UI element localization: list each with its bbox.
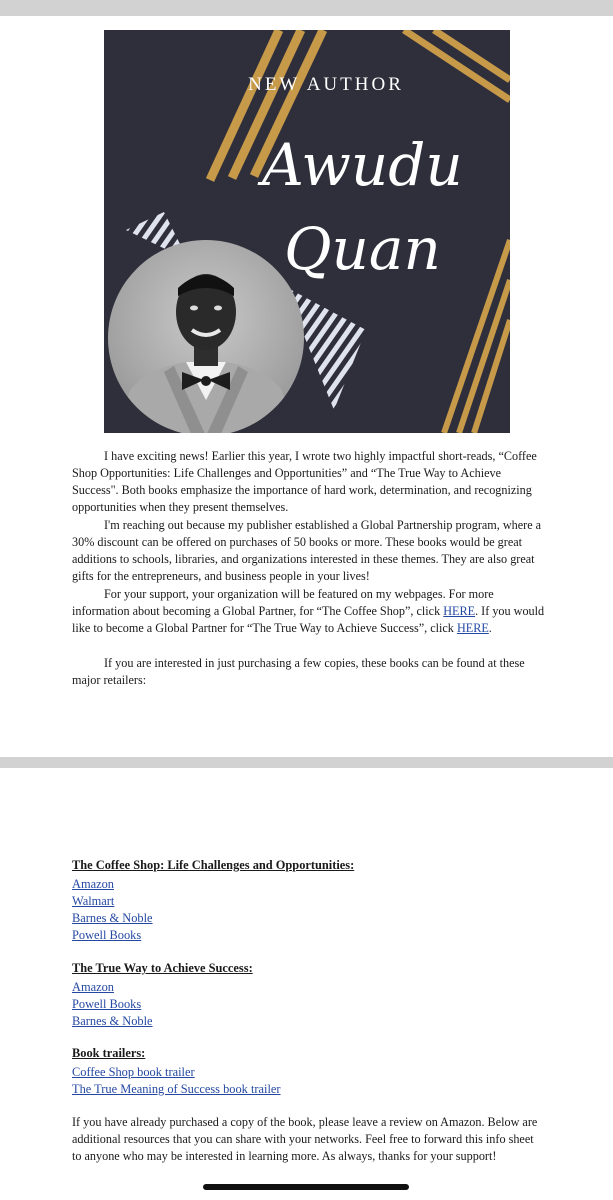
- book-trailers-title: Book trailers:: [72, 1046, 146, 1060]
- author-first-name: Awudu: [262, 131, 463, 199]
- support-text-b: . If you would like to become a Global Partner for “The True Way to Achieve Success”, click: [72, 604, 545, 635]
- trueway-amazon-link[interactable]: Amazon: [72, 980, 114, 994]
- list-item: [72, 910, 153, 927]
- true-meaning-trailer-link[interactable]: The True Meaning of Success book trailer: [72, 1082, 281, 1096]
- list-item: [72, 1013, 153, 1030]
- banner-kicker: NEW AUTHOR: [248, 74, 404, 95]
- home-indicator[interactable]: [203, 1184, 409, 1190]
- author-photo: [108, 240, 304, 433]
- document-page-2: [0, 768, 613, 1200]
- list-item: [72, 927, 153, 944]
- coffee-shop-partner-link[interactable]: HERE: [443, 604, 476, 618]
- support-paragraph: [72, 586, 546, 637]
- trueway-powell-books-link[interactable]: Powell Books: [72, 997, 142, 1011]
- closing-paragraph: If you have already purchased a copy of the book, please leave a review on Amazon. Below are additional resources that you can share with your networks. Feel free to forward this info sheet to anyone who may be interested in learning more. As always, thanks for your support!: [72, 1115, 538, 1163]
- list-item: [72, 1081, 281, 1098]
- book-trailer-list: [72, 1064, 281, 1098]
- trueway-barnes-noble-link[interactable]: Barnes & Noble: [72, 1014, 153, 1028]
- coffee-shop-section-title: The Coffee Shop: Life Challenges and Opportunities:: [72, 858, 355, 872]
- list-item: [72, 893, 153, 910]
- list-item: [72, 996, 153, 1013]
- coffee-walmart-link[interactable]: Walmart: [72, 894, 115, 908]
- coffee-shop-trailer-link[interactable]: Coffee Shop book trailer: [72, 1065, 195, 1079]
- partnership-paragraph: I'm reaching out because my publisher established a Global Partnership program, where a 30% discount can be offered on purchases of 50 books or more. These books would be great additions to schools, libraries, and organizations interested in these themes. They are also great gifts for the entrepreneurs, and business people in your lives!: [72, 518, 542, 583]
- support-text-a: For your support, your organization will be featured on my webpages. For more information about becoming a Global Partner, for “The Coffee Shop”, click: [72, 587, 494, 618]
- true-way-retailer-list: [72, 979, 153, 1030]
- author-banner: [104, 30, 510, 433]
- coffee-shop-retailer-list: [72, 876, 153, 944]
- list-item: [72, 1064, 281, 1081]
- coffee-barnes-noble-link[interactable]: Barnes & Noble: [72, 911, 153, 925]
- coffee-amazon-link[interactable]: Amazon: [72, 877, 114, 891]
- author-portrait-image: [108, 240, 304, 433]
- list-item: [72, 876, 153, 893]
- intro-paragraph: I have exciting news! Earlier this year, I wrote two highly impactful short-reads, “Coffee Shop Opportunities: Life Challenges and Opportunities” and “The True Way to Achieve Success". Both books emphasize the importance of hard work, determination, and recognizing opportunities when they present themselves.: [72, 449, 537, 514]
- retailers-paragraph: If you are interested in just purchasing a few copies, these books can be found at these major retailers:: [72, 656, 525, 687]
- author-last-name: Quan: [284, 215, 441, 283]
- support-text-c: .: [488, 621, 492, 635]
- coffee-powell-books-link[interactable]: Powell Books: [72, 928, 142, 942]
- list-item: [72, 979, 153, 996]
- document-page-1: [0, 16, 613, 757]
- true-way-section-title: The True Way to Achieve Success:: [72, 961, 253, 975]
- true-way-partner-link[interactable]: HERE: [456, 621, 489, 635]
